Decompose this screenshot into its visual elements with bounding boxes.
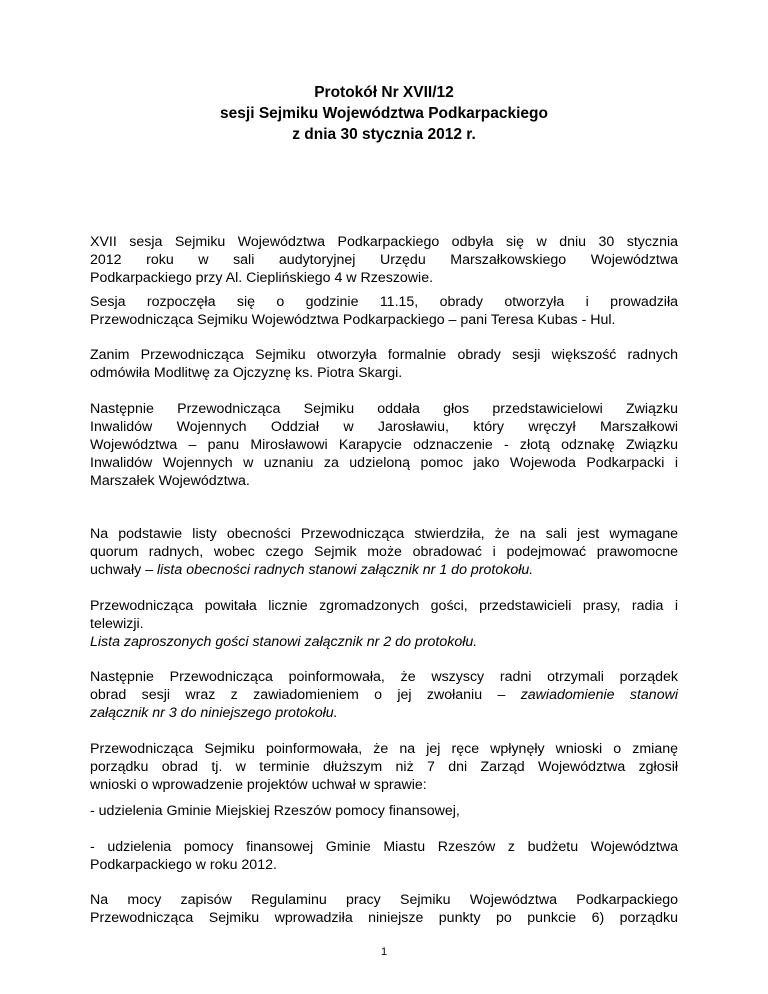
paragraph-quorum (90, 525, 678, 579)
text-line: Na podstawie listy obecności Przewodnicząca stwierdziła, że na sali jest wymagane (90, 526, 678, 542)
text-line: Następnie Przewodnicząca poinformowała, że wszyscy radni otrzymali porządek (90, 669, 678, 685)
attachment-reference: załącznik nr 3 do niniejszego protokołu. (90, 705, 338, 721)
page-number: 1 (380, 946, 388, 958)
paragraph-prayer (90, 346, 678, 382)
text-line: Podkarpackiego przy Al. Cieplińskiego 4 w Rzeszowie. (90, 270, 434, 286)
title-line-1: Protokół Nr XVII/12 (314, 84, 454, 101)
text-line: Przewodnicząca Sejmiku poinformowała, że na jej ręce wpłynęły wnioski o zmianę (90, 741, 678, 757)
text-line (90, 686, 678, 704)
paragraph-award (90, 400, 678, 490)
text-line: Na mocy zapisów Regulaminu pracy Sejmiku Województwa Podkarpackiego (90, 892, 678, 908)
text-line: Zanim Przewodnicząca Sejmiku otworzyła formalnie obrady sesji większość radnych (90, 347, 678, 363)
paragraph-session-info (90, 233, 678, 287)
title-line-3: z dnia 30 stycznia 2012 r. (292, 126, 476, 143)
text-line: Następnie Przewodnicząca Sejmiku oddała głos przedstawicielowi Związku (90, 401, 678, 417)
text-line: quorum radnych, wobec czego Sejmik może obradować i podejmować prawomocne (90, 544, 678, 560)
text-line: Sesja rozpoczęła się o godzinie 11.15, obrady otworzyła i prowadziła (90, 294, 678, 310)
text-line: wnioski o wprowadzenie projektów uchwał w sprawie: (90, 777, 427, 793)
text-line: Województwa – panu Mirosławowi Karapycie odznaczenie - złotą odznakę Związku (90, 437, 678, 453)
text-line: Inwalidów Wojennych w uznaniu za udzieloną pomoc jako Wojewoda Podkarpacki i (90, 455, 678, 471)
attachment-reference: Lista zaproszonych gości stanowi załącznik nr 2 do protokołu. (90, 634, 478, 650)
text-line: Marszałek Województwa. (90, 473, 250, 489)
text-line: - udzielenia pomocy finansowej Gminie Miastu Rzeszów z budżetu Województwa (90, 839, 678, 855)
text-line (90, 704, 678, 722)
attachment-reference: zawiadomienie stanowi (520, 687, 678, 703)
text-line: - udzielenia Gminie Miejskiej Rzeszów pomocy finansowej, (90, 803, 460, 819)
text-line: odmówiła Modlitwę za Ojczyznę ks. Piotra Skargi. (90, 365, 403, 381)
text-line: Podkarpackiego w roku 2012. (90, 857, 277, 873)
text-fragment: uchwały – (90, 562, 158, 578)
paragraph-regulations (90, 891, 678, 927)
paragraph-agenda-changes (90, 740, 678, 794)
text-line (90, 561, 678, 579)
text-line: Przewodnicząca Sejmiku wprowadziła niniejsze punkty po punkcie 6) porządku (90, 910, 678, 926)
text-line: porządku obrad tj. w terminie dłuższym niż 7 dni Zarząd Województwa zgłosił (90, 759, 678, 775)
text-line: Inwalidów Wojennych Oddział w Jarosławiu, który wręczył Marszałkowi (90, 419, 678, 435)
list-item (90, 802, 678, 820)
text-line: XVII sesja Sejmiku Województwa Podkarpackiego odbyła się w dniu 30 stycznia (90, 234, 678, 250)
paragraph-session-start (90, 293, 678, 329)
text-fragment: obrad sesji wraz z zawiadomieniem o jej zwołaniu – (90, 687, 521, 703)
text-line (90, 633, 678, 651)
text-line: telewizji. (90, 616, 144, 632)
text-line: Przewodnicząca Sejmiku Województwa Podkarpackiego – pani Teresa Kubas - Hul. (90, 312, 616, 328)
paragraph-agenda (90, 668, 678, 722)
paragraph-guests (90, 597, 678, 651)
text-line: 2012 roku w sali audytoryjnej Urzędu Marszałkowskiego Województwa (90, 252, 678, 268)
text-line: Przewodnicząca powitała licznie zgromadzonych gości, przedstawicieli prasy, radia i (90, 598, 678, 614)
attachment-reference: lista obecności radnych stanowi załącznik nr 1 do protokołu. (157, 562, 534, 578)
list-item (90, 838, 678, 874)
document-title (0, 82, 768, 145)
title-line-2: sesji Sejmiku Województwa Podkarpackiego (220, 105, 548, 122)
